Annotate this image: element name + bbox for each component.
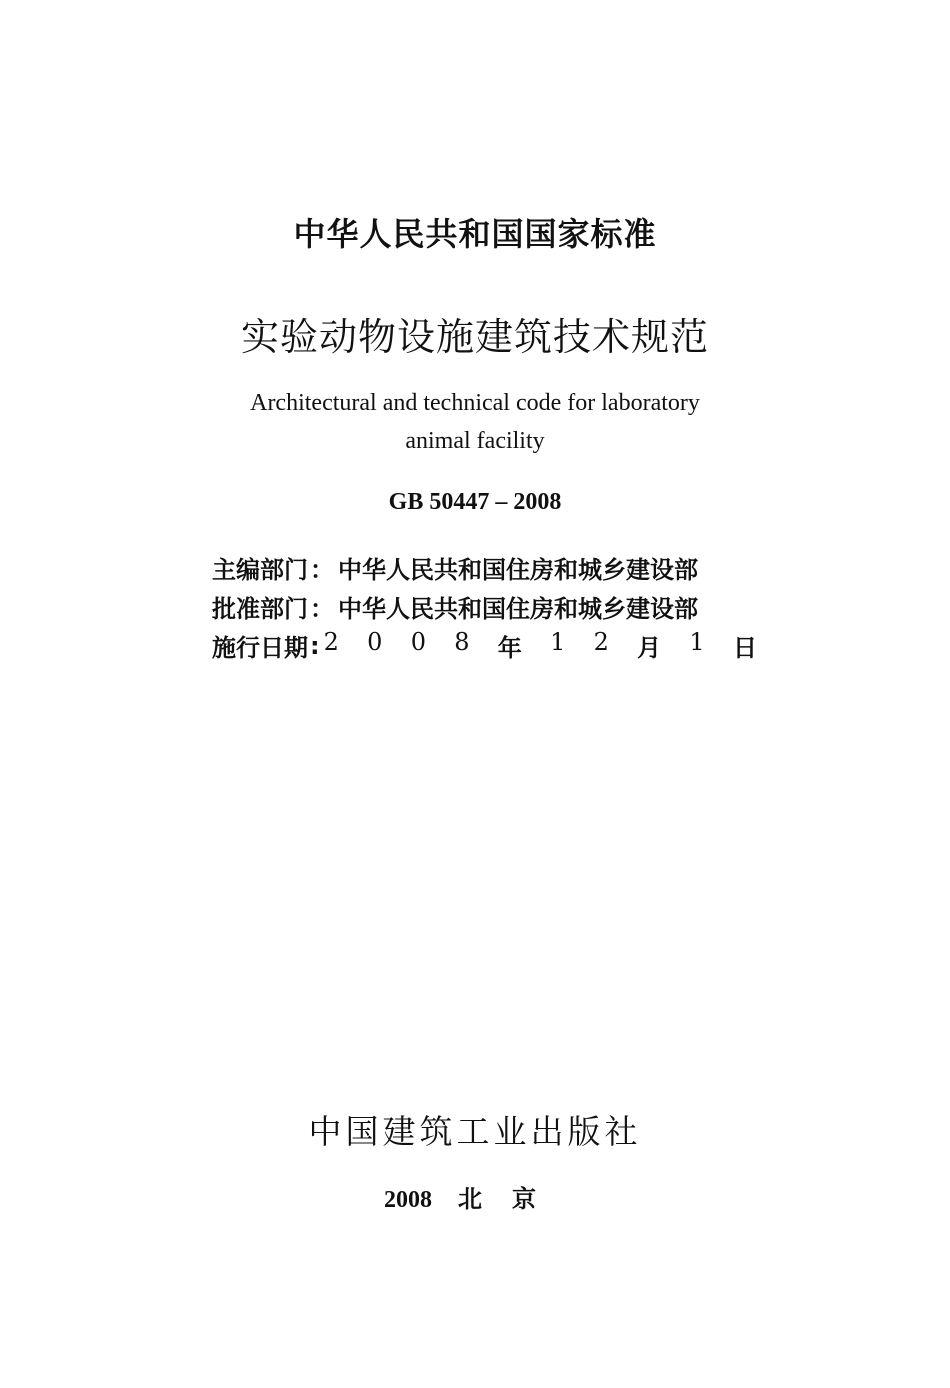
date-char: 1 (689, 628, 705, 656)
publication-place (0, 1180, 950, 1219)
editor-colon: ： (310, 556, 334, 584)
date-char: 0 (367, 628, 383, 656)
effective-date-value (324, 628, 757, 663)
meta-row-editor (212, 548, 757, 587)
date-char: 1 (550, 628, 566, 656)
title-english (0, 384, 950, 460)
effective-date-label: 施行日期 (212, 634, 308, 662)
date-char: 0 (410, 628, 426, 656)
date-char: 2 (323, 628, 339, 656)
meta-block (212, 548, 757, 665)
meta-row-approver (212, 587, 757, 626)
approver-label: 批准部门 (212, 595, 308, 623)
date-char: 2 (593, 628, 609, 656)
effective-date-colon: : (310, 631, 320, 660)
standard-number: GB 50447 – 2008 (388, 489, 562, 515)
date-char-day-unit: 日 (732, 634, 757, 662)
approver-colon: ： (310, 595, 334, 623)
date-char-month-unit: 月 (637, 634, 662, 662)
publication-year: 2008 (384, 1187, 432, 1213)
approver-value: 中华人民共和国住房和城乡建设部 (338, 595, 698, 623)
title-english-line-2: animal facility (405, 428, 545, 454)
title-english-line-1: Architectural and technical code for laboratory (250, 390, 700, 416)
editor-value: 中华人民共和国住房和城乡建设部 (338, 556, 698, 584)
meta-row-effective-date (212, 626, 757, 665)
standard-type-heading: 中华人民共和国国家标准 (293, 215, 657, 253)
title-chinese: 实验动物设施建筑技术规范 (240, 315, 709, 359)
publisher-name: 中国建筑工业出版社 (308, 1112, 642, 1151)
date-char: 8 (454, 628, 470, 656)
editor-label: 主编部门 (212, 556, 308, 584)
date-char-year-unit: 年 (497, 634, 522, 662)
publication-city: 北京 (458, 1185, 566, 1213)
